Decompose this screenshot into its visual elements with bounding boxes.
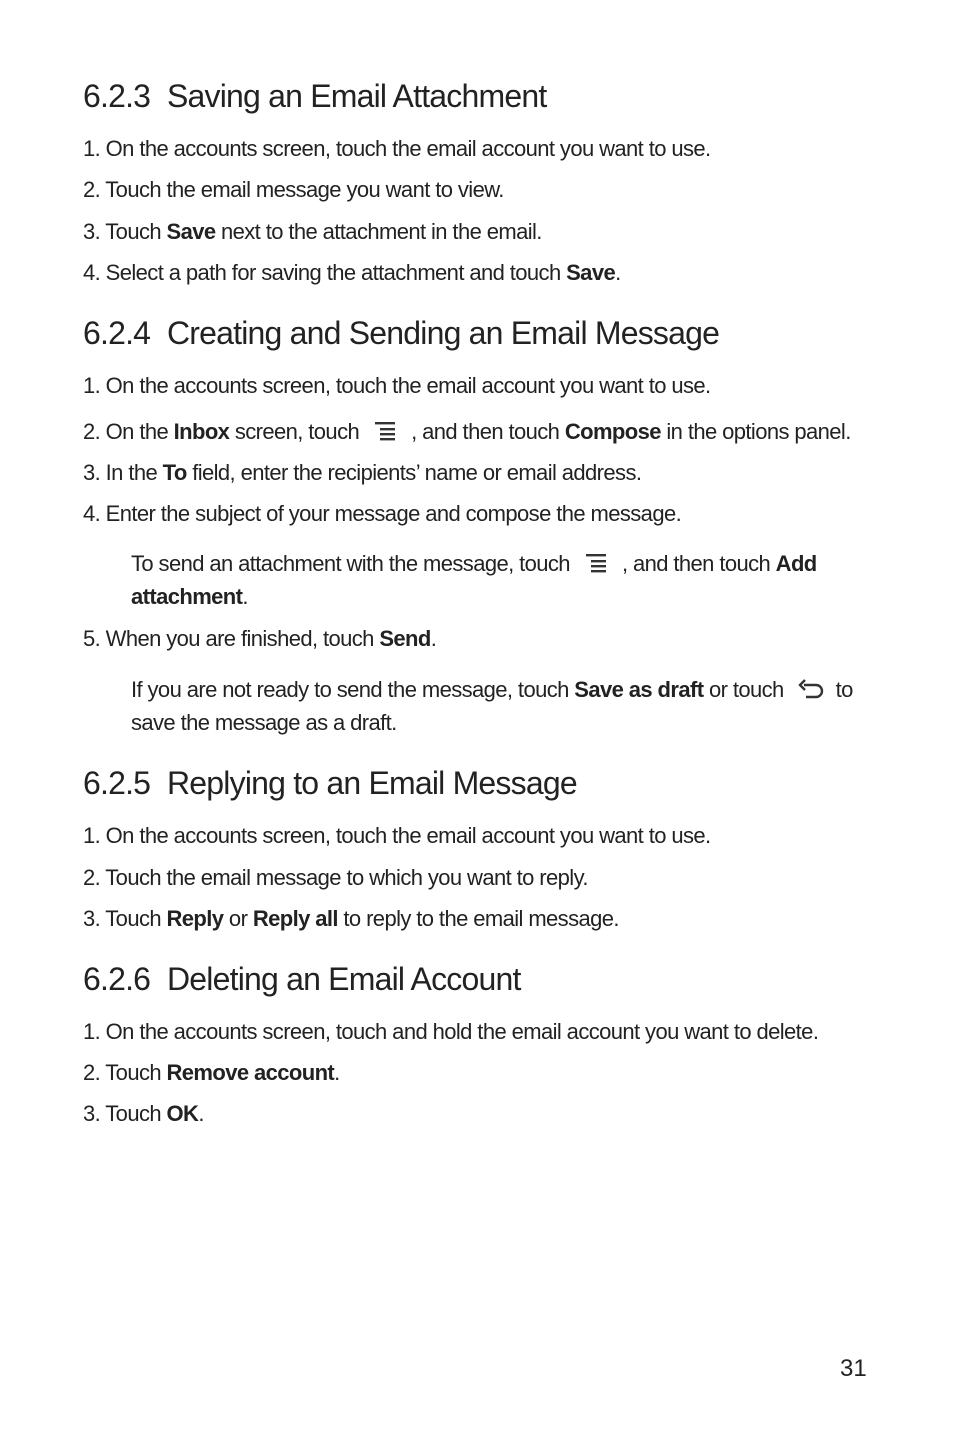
step-text: next to the attachment in the email.	[215, 219, 542, 244]
step-number: 2.	[83, 419, 101, 444]
note-text: To send an attachment with the message, touch	[131, 551, 570, 576]
ui-term: Remove account	[166, 1060, 335, 1085]
step-item	[83, 626, 436, 652]
step-item	[83, 460, 641, 486]
step-text: When you are finished, touch	[105, 626, 380, 651]
step-number: 2.	[83, 865, 101, 890]
step-text: screen, touch	[229, 419, 360, 444]
step-text: .	[615, 260, 621, 285]
note-text: .	[242, 584, 248, 609]
step-number: 2.	[83, 1060, 101, 1085]
menu-icon	[367, 419, 403, 443]
ui-term: Reply	[166, 906, 224, 931]
step-text: , and then touch	[411, 419, 565, 444]
step-text: .	[198, 1101, 204, 1126]
step-text: Select a path for saving the attachment and touch	[105, 260, 567, 285]
step-text: On the accounts screen, touch the email account you want to use.	[105, 136, 711, 161]
step-number: 2.	[83, 177, 101, 202]
menu-icon	[578, 551, 614, 575]
note-attachment	[131, 547, 871, 613]
step-item	[83, 906, 619, 932]
ui-term: Save	[566, 260, 616, 285]
step-text: On the	[105, 419, 174, 444]
step-number: 3.	[83, 219, 101, 244]
step-text: Touch	[105, 219, 167, 244]
section-title: Deleting an Email Account	[167, 961, 521, 997]
step-text: On the accounts screen, touch and hold the email account you want to delete.	[105, 1019, 819, 1044]
section-heading-6-2-6	[83, 961, 521, 998]
step-text: Enter the subject of your message and compose the message.	[105, 501, 682, 526]
step-item	[83, 865, 588, 891]
back-icon	[792, 677, 828, 701]
note-draft	[131, 673, 871, 739]
step-item	[83, 177, 504, 203]
step-text: Touch the email message to which you want to reply.	[105, 865, 588, 890]
section-number: 6.2.3	[83, 78, 151, 114]
step-item	[83, 1101, 204, 1127]
note-text: If you are not ready to send the message, touch	[131, 677, 575, 702]
ui-term: Save as draft	[574, 677, 704, 702]
step-number: 4.	[83, 501, 101, 526]
ui-term: Inbox	[173, 419, 230, 444]
step-item	[83, 1060, 340, 1086]
ui-term: Add attachment	[131, 551, 817, 609]
ui-term: Compose	[564, 419, 661, 444]
section-heading-6-2-3	[83, 78, 546, 115]
step-item	[83, 136, 711, 162]
step-text: field, enter the recipients’ name or email address.	[186, 460, 642, 485]
page-number: 31	[840, 1355, 867, 1382]
note-text: to save the message as a draft.	[131, 677, 853, 735]
step-text: Touch the email message you want to view.	[105, 177, 504, 202]
step-text: On the accounts screen, touch the email account you want to use.	[105, 823, 711, 848]
step-number: 5.	[83, 626, 101, 651]
step-number: 3.	[83, 460, 101, 485]
step-item	[83, 823, 711, 849]
step-text: Touch	[105, 1101, 167, 1126]
step-number: 1.	[83, 373, 101, 398]
ui-term: Reply all	[252, 906, 338, 931]
step-item	[83, 501, 681, 527]
step-text: to reply to the email message.	[337, 906, 619, 931]
section-title: Replying to an Email Message	[167, 765, 577, 801]
step-text: Touch	[105, 906, 167, 931]
step-text: .	[430, 626, 437, 651]
step-item	[83, 419, 851, 445]
section-number: 6.2.5	[83, 765, 151, 801]
step-text: or	[223, 906, 253, 931]
note-text: or touch	[703, 677, 784, 702]
step-item	[83, 1019, 818, 1045]
section-title: Saving an Email Attachment	[167, 78, 547, 114]
section-title: Creating and Sending an Email Message	[167, 315, 720, 351]
ui-term: OK	[166, 1101, 199, 1126]
step-number: 1.	[83, 136, 101, 161]
step-text: In the	[105, 460, 163, 485]
section-number: 6.2.6	[83, 961, 151, 997]
step-text: On the accounts screen, touch the email account you want to use.	[105, 373, 711, 398]
ui-term: To	[162, 460, 187, 485]
ui-term: Save	[166, 219, 216, 244]
step-text: .	[334, 1060, 340, 1085]
ui-term: Send	[379, 626, 431, 651]
step-number: 1.	[83, 1019, 101, 1044]
step-item	[83, 373, 711, 399]
note-text: , and then touch	[621, 551, 776, 576]
section-heading-6-2-4	[83, 315, 719, 352]
section-heading-6-2-5	[83, 765, 577, 802]
step-text: in the options panel.	[660, 419, 851, 444]
step-item	[83, 260, 621, 286]
step-number: 4.	[83, 260, 101, 285]
step-text: Touch	[105, 1060, 167, 1085]
step-item	[83, 219, 542, 245]
section-number: 6.2.4	[83, 315, 151, 351]
step-number: 3.	[83, 906, 101, 931]
step-number: 1.	[83, 823, 101, 848]
step-number: 3.	[83, 1101, 101, 1126]
